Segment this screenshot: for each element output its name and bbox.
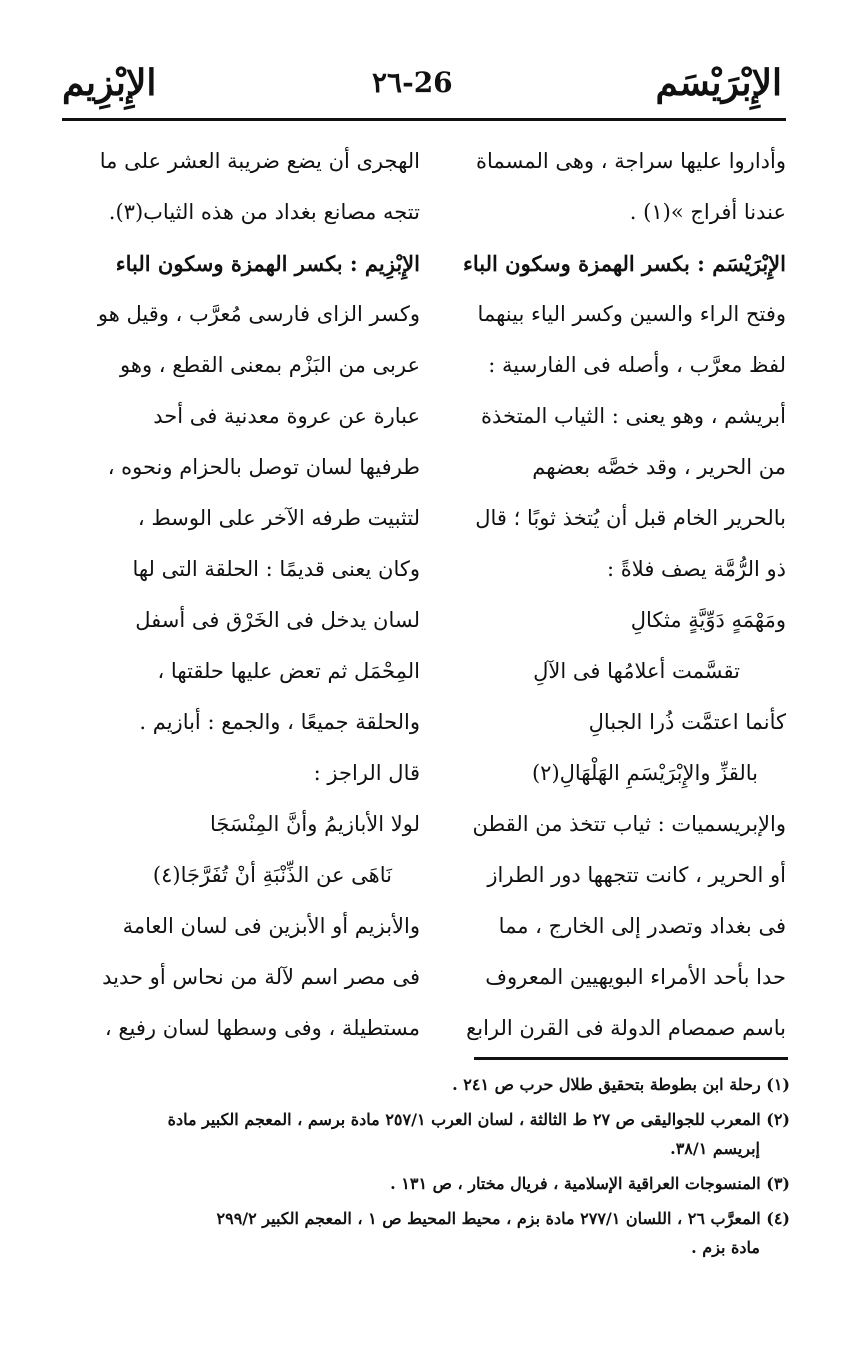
text-line: المِحْمَل ثم تعض عليها حلقتها ، <box>157 659 420 683</box>
text-line: أو الحرير ، كانت تتجهها دور الطراز <box>487 863 786 887</box>
entry-line: الإِبْرَيْسَم : بكسر الهمزة وسكون الباء <box>463 251 786 276</box>
text-line: بالحرير الخام قبل أن يُتخذ ثوبًا ؛ قال <box>475 506 786 530</box>
text-line: فى بغداد وتصدر إلى الخارج ، مما <box>498 914 786 938</box>
footnote-line: (٤) المعرَّب ٢٦ ، اللسان ٢٧٧/١ مادة بزم ، محيط المحيط ص ١ ، المعجم الكبير ٢٩٩/٢ <box>216 1209 790 1228</box>
footnote-rule <box>474 1057 788 1060</box>
entry-line: الإِبْزِيم : بكسر الهمزة وسكون الباء <box>115 251 420 276</box>
text-line: لتثبيت طرفه الآخر على الوسط ، <box>137 506 420 530</box>
text-line: وكسر الزاى فارسى مُعرَّب ، وقيل هو <box>97 302 420 326</box>
verse-line: بالقزِّ والإِبْرَيْسَمِ الهَلْهَالِ(٢) <box>531 761 758 785</box>
footnote-continuation: مادة بزم . <box>691 1238 760 1257</box>
right-headword: الإِبْرَيْسَم <box>655 62 782 104</box>
text-line: والحلقة جميعًا ، والجمع : أبازيم . <box>139 710 420 734</box>
footnote-continuation: إبريسم ٣٨/١. <box>670 1139 760 1158</box>
text-line: ذو الرُّمَّة يصف فلاةً : <box>607 557 786 581</box>
text-line: أبريشم ، وهو يعنى : الثياب المتخذة <box>481 404 786 428</box>
verse-line: تقسَّمت أعلامُها فى الآلِ <box>533 659 740 683</box>
verse-line: كأنما اعتمَّت ذُرا الجبالِ <box>588 710 786 734</box>
text-line: قال الراجز : <box>313 761 420 785</box>
verse-line: نَاهَى عن الذِّنْبَةِ أنْ تُفَرَّجَا(٤) <box>152 863 392 887</box>
text-line: من الحرير ، وقد خصَّه بعضهم <box>532 455 786 479</box>
text-line: وفتح الراء والسين وكسر الياء بينهما <box>477 302 786 326</box>
text-line: حدا بأحد الأمراء البويهيين المعروف <box>485 965 786 989</box>
text-line: الهجرى أن يضع ضريبة العشر على ما <box>99 149 420 173</box>
text-line: وكان يعنى قديمًا : الحلقة التى لها <box>132 557 420 581</box>
text-line: فى مصر اسم لآلة من نحاس أو حديد <box>102 965 420 989</box>
text-line: باسم صمصام الدولة فى القرن الرابع <box>466 1016 786 1040</box>
text-line: عربى من البَزْم بمعنى القطع ، وهو <box>120 353 420 377</box>
page-header <box>62 62 782 110</box>
footnote <box>70 1204 790 1262</box>
footnote-line: (٢) المعرب للجواليقى ص ٢٧ ط الثالثة ، لسان العرب ٢٥٧/١ مادة برسم ، المعجم الكبير مادة <box>167 1110 790 1129</box>
text-line: عندنا أفراج »(١) . <box>629 200 786 224</box>
footnote <box>70 1105 790 1163</box>
left-headword: الإِبْزِيم <box>62 62 157 104</box>
right-column <box>436 136 786 1054</box>
text-line: والأبزيم أو الأبزين فى لسان العامة <box>122 914 420 938</box>
text-line: لفظ معرَّب ، وأصله فى الفارسية : <box>488 353 786 377</box>
text-line: وأداروا عليها سراجة ، وهى المسماة <box>476 149 786 173</box>
text-line: تتجه مصانع بغداد من هذه الثياب(٣). <box>108 200 420 224</box>
footnote: (٣) المنسوجات العراقية الإسلامية ، فريال مختار ، ص ١٣١ . <box>390 1174 790 1193</box>
footnotes <box>70 1070 790 1268</box>
text-line: لسان يدخل فى الخَرْق فى أسفل <box>135 608 420 632</box>
verse-line: لولا الأبازيمُ وأنَّ المِنْسَجَا <box>209 812 420 836</box>
verse-line: ومَهْمَهٍ دَوِّيَّةٍ مثكالِ <box>630 608 786 632</box>
text-line: طرفيها لسان توصل بالحزام ونحوه ، <box>107 455 420 479</box>
left-column <box>70 136 420 1054</box>
text-line: والإبريسميات : ثياب تتخذ من القطن <box>472 812 786 836</box>
text-line: مستطيلة ، وفى وسطها لسان رفيع ، <box>104 1016 420 1040</box>
header-rule <box>62 118 786 121</box>
page-number: ٢٦-26 <box>372 66 453 99</box>
text-line: عبارة عن عروة معدنية فى أحد <box>153 404 420 428</box>
footnote: (١) رحلة ابن بطوطة بتحقيق طلال حرب ص ٢٤١ . <box>452 1075 790 1094</box>
